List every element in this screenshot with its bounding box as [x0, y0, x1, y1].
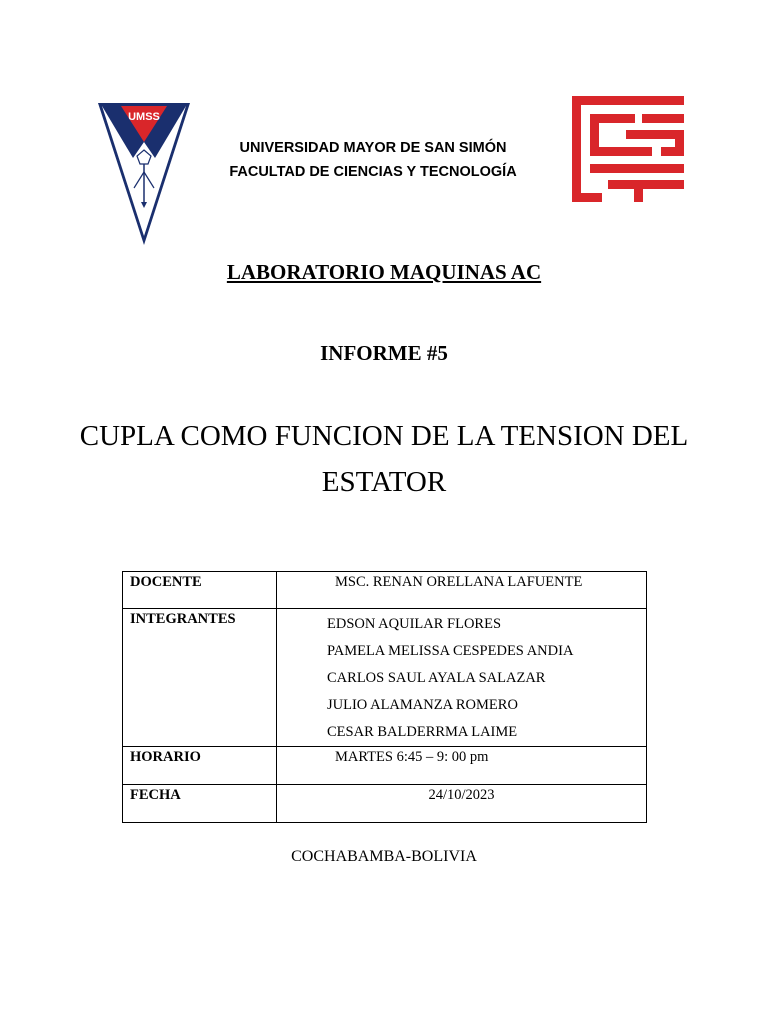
integrantes-list — [277, 609, 647, 747]
university-name: UNIVERSIDAD MAYOR DE SAN SIMÓN — [239, 140, 507, 156]
footer-city: COCHABAMBA-BOLIVIA — [291, 848, 477, 865]
fecha-value: 24/10/2023 — [277, 785, 647, 823]
fcyt-emblem-icon — [572, 96, 684, 202]
table-row-docente — [123, 572, 647, 609]
main-title-line-1: CUPLA COMO FUNCION DE LA TENSION DEL — [79, 420, 689, 452]
member-item: EDSON AQUILAR FLORES — [327, 616, 502, 632]
docente-label: DOCENTE — [123, 572, 277, 609]
horario-value: MARTES 6:45 – 9: 00 pm — [277, 747, 647, 785]
table-row-horario — [123, 747, 647, 785]
lab-title: LABORATORIO MAQUINAS AC — [226, 260, 542, 284]
member-item: CARLOS SAUL AYALA SALAZAR — [327, 670, 546, 686]
horario-label: HORARIO — [123, 747, 277, 785]
umss-shield-icon — [97, 102, 191, 246]
member-item: JULIO ALAMANZA ROMERO — [327, 697, 518, 713]
faculty-name: FACULTAD DE CIENCIAS Y TECNOLOGÍA — [229, 164, 517, 180]
integrantes-label: INTEGRANTES — [123, 609, 277, 747]
main-title — [60, 413, 708, 505]
umss-badge-text: UMSS — [128, 111, 160, 123]
member-item: CESAR BALDERRMA LAIME — [327, 724, 518, 740]
report-number: INFORME #5 — [320, 341, 448, 365]
docente-value: MSC. RENAN ORELLANA LAFUENTE — [277, 572, 647, 609]
member-item: PAMELA MELISSA CESPEDES ANDIA — [327, 643, 574, 659]
fcyt-logo — [572, 96, 684, 202]
umss-logo — [97, 102, 191, 246]
institution-header — [200, 136, 546, 184]
fecha-label: FECHA — [123, 785, 277, 823]
main-title-line-2: ESTATOR — [321, 466, 447, 498]
table-row-integrantes — [123, 609, 647, 747]
table-row-fecha — [123, 785, 647, 823]
info-table — [122, 571, 647, 823]
